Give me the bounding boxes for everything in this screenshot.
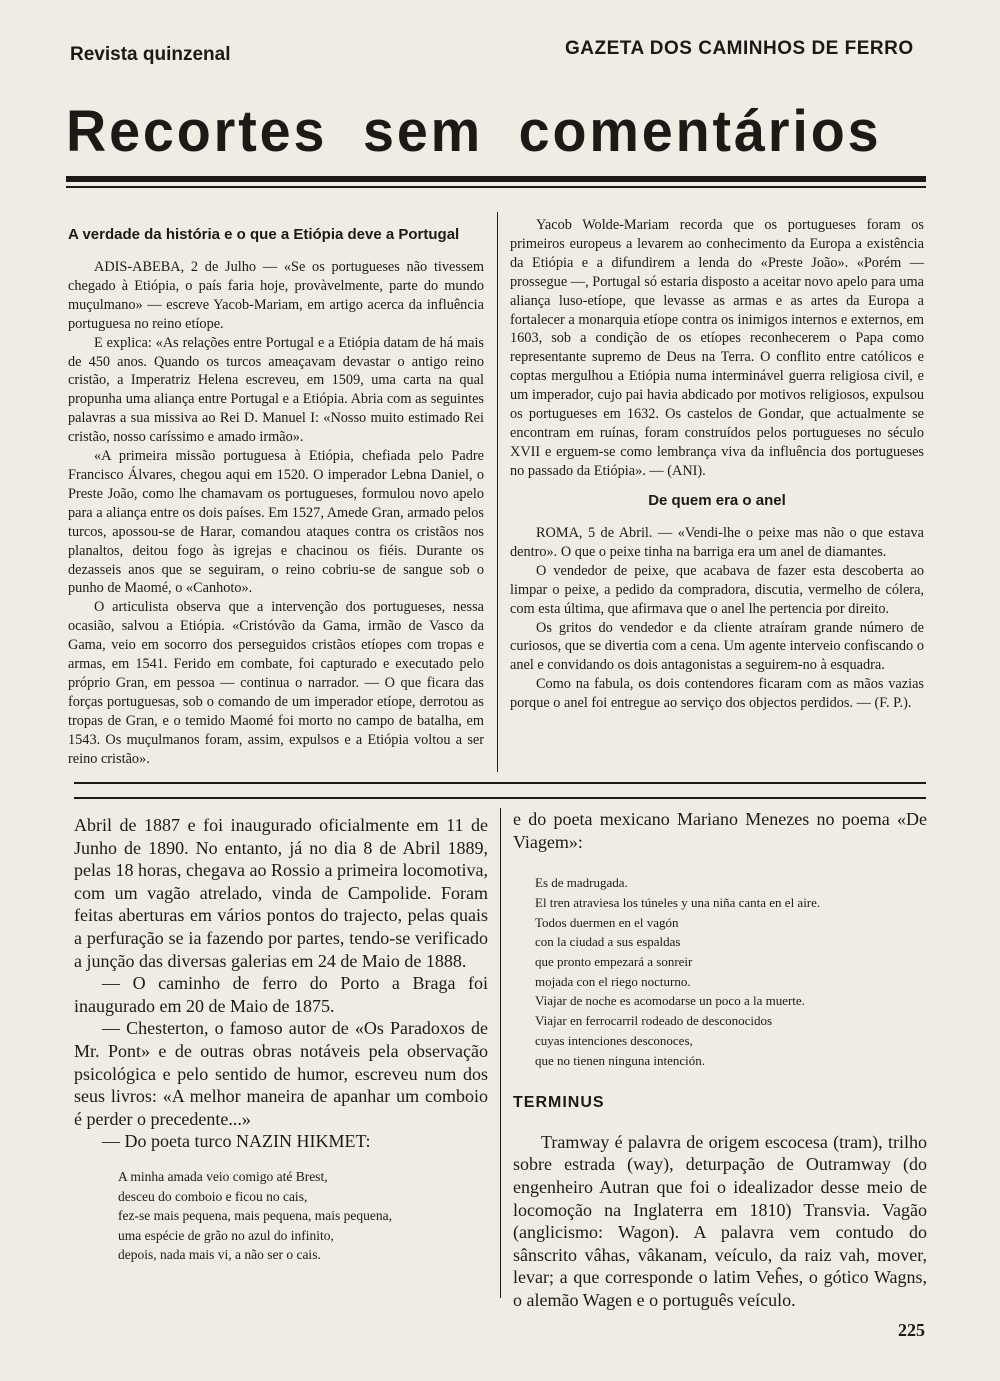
header-left: Revista quinzenal	[70, 44, 231, 65]
article-ethiopia-continued	[510, 216, 924, 481]
poem-line: desceu do comboio e ficou no cais,	[118, 1188, 308, 1204]
paragraph: ADIS-ABEBA, 2 de Julho — «Se os portugueses não tivessem chegado à Etiópia, o país faria hoje, provàvelmente, parte do mundo muçulmano» — escreve Yacob-Mariam, em artigo acerca da influência portuguesa no reino etíope.	[68, 259, 484, 332]
header-right: GAZETA DOS CAMINHOS DE FERRO	[565, 38, 914, 59]
paragraph: O articulista observa que a intervenção dos portugueses, nessa ocasião, salvou a Etiópia. «Cristóvão da Gama, irmão de Vasco da Gama, veio em socorro dos perseguidos cristãos etíopes com tropas e armas, em 1541. Ferido em combate, foi capturado e executado pelo próprio Gran, em pessoa — continua o narrador. — O que ficara das forças portuguesas, sob o comando de um imperador etíope, derrotou as tropas de Gran, e o temido Maomé foi morto no campo de batalha, em 1543. Os muçulmanos foram, assim, expulsos e a Etiópia voltou a ser reino cristão».	[68, 599, 484, 767]
paragraph: E explica: «As relações entre Portugal e a Etiópia datam de há mais de 450 anos. Quando os turcos ameaçavam devastar o antigo reino cristão, a Imperatriz Helena escreveu, em 1509, uma carta na qual propunha uma aliança entre Portugal e a Etiópia. Abria com as seguintes palavras a sua missiva ao Rei D. Manuel I: «Nosso muito estimado Rei cristão, nosso caríssimo e amado irmão».	[68, 334, 484, 446]
paragraph: Yacob Wolde-Mariam recorda que os portugueses foram os primeiros europeus a levarem ao conhecimento da Europa a existência da Etiópia e a difundirem a lenda do «Preste João». «Porém — prossegue —, Portugal só estaria disposto a aceitar novo apelo para uma aliança luso-etíope, que levasse as armas e as artes da Europa a fortalecer a monarquia etíope contra os inimigos internos e externos, em 1603, sob a condição de os etíopes reconhecerem o Papa como representante supremo de Deus na Terra. O conflito entre católicos e coptas mergulhou a Etiópia numa interminável guerra religiosa civil, e um imperador, cujo pai havia abdicado por motivos religiosos, expulsou os portugueses em 1632. Os castelos de Gondar, que actualmente se encontram em ruínas, foram construídos pelos portugueses no século XVII e erguem-se como lembrança viva da influência dos portugueses no passado da Etiópia». — (ANI).	[510, 217, 924, 479]
poem-line: Viajar en ferrocarril rodeado de desconocidos	[535, 1013, 773, 1029]
poem-line: mojada con el riego nocturno.	[535, 973, 691, 989]
poem-line: con la ciudad a sus espaldas	[535, 934, 681, 950]
lower-right-column	[513, 808, 927, 1312]
lower-left-column	[74, 814, 488, 1265]
poem-line: El tren atraviesa los túneles y una niña canta en el aire.	[535, 894, 821, 910]
page-title: Recortes sem comentários	[66, 99, 882, 164]
poem-line: que no tienen ninguna intención.	[535, 1052, 706, 1068]
paragraph: ROMA, 5 de Abril. — «Vendi-lhe o peixe mas não o que estava dentro». O que o peixe tinha na barriga era um anel de diamantes.	[510, 525, 924, 560]
paragraph: «A primeira missão portuguesa à Etiópia, chefiada pelo Padre Francisco Álvares, chegou aqui em 1520. O imperador Lebna Daniel, o Preste João, como lhe chamavam os portugueses, formulou novo apelo para a aliança entre os dois países. Em 1527, Amede Gran, armado pelos turcos, apossou-se de Harar, comandou ataques contra os cristãos nos planaltos, deitou fogo às igrejas e chacinou os fiéis. Durante os dezasseis anos que se seguiram, o reino cobriu-se de sangue sob o punho de Maomé, o «Canhoto».	[68, 448, 484, 597]
article-ring	[510, 492, 924, 713]
paragraph: O vendedor de peixe, que acabava de fazer esta descoberta ao limpar o peixe, a pedido da compradora, discutia, vermelho de cólera, com esta última, que afirmava que o anel lhe pertencia por direito.	[510, 562, 924, 617]
article-ethiopia-heading: A verdade da história e o que a Etiópia deve a Portugal	[68, 226, 460, 243]
paragraph: e do poeta mexicano Mariano Menezes no poema «De Viagem»:	[513, 809, 927, 852]
article-ethiopia	[68, 226, 484, 768]
terminus-heading: TERMINUS	[513, 1094, 605, 1112]
paragraph: Abril de 1887 e foi inaugurado oficialmente em 11 de Junho de 1890. No entanto, já no dia 8 de Abril 1889, pelas 18 horas, chegava ao Rossio a primeira locomotiva, com um vagão atrelado, vinda de Campolide. Foram feitas aberturas em vários pontos do trajecto, pelas quais a perfuração se ia fazendo por partes, tendo-se verificado a junção das diversas galerias em 24 de Maio de 1888.	[74, 815, 488, 971]
poem-line: Viajar de noche es acomodarse un poco a la muerte.	[535, 993, 805, 1009]
poem-line: fez-se mais pequena, mais pequena, mais pequena,	[118, 1208, 393, 1224]
poem-line: cuyas intenciones desconoces,	[535, 1032, 693, 1048]
paragraph: — Do poeta turco NAZIN HIKMET:	[102, 1131, 371, 1152]
section-rule-lower	[74, 797, 926, 799]
page-number: 225	[898, 1320, 925, 1340]
section-rule-upper	[74, 782, 926, 784]
paragraph: Os gritos do vendedor e da cliente atraíram grande número de curiosos, que se divertia com a cena. Um agente interveio confiscando o anel e convidando os dois antagonistas a seguirem-no à esquadra.	[510, 619, 924, 674]
paragraph: Tramway é palavra de origem escocesa (tram), trilho sobre estrada (way), deturpação de Outramway (do engenheiro Autran que foi o idealizador desse meio de locomoção na Inglaterra em 1810) Transvia. Vagão (anglicismo: Wagon). A palavra vem contudo do sânscrito vâhas, vâkanam, veículo, da raiz vah, mover, levar; a que corresponde o latim Veĥes, o gótico Wagns, o alemão Wagen e o português veículo.	[513, 1131, 927, 1310]
poem-line: depois, nada mais vi, a não ser o cais.	[118, 1247, 321, 1263]
title-rule-thick	[66, 176, 926, 182]
column-divider-lower	[500, 808, 501, 1298]
paragraph: Como na fabula, os dois contendores ficaram com as mãos vazias porque o anel foi entregue ao serviço dos objectos perdidos. — (F. P.).	[510, 676, 924, 712]
poem-line: que pronto empezará a sonreir	[535, 954, 693, 969]
poem-menezes	[535, 873, 927, 1070]
poem-line: A minha amada veio comigo até Brest,	[118, 1168, 328, 1184]
poem-line: Es de madrugada.	[535, 875, 628, 891]
poem-line: uma espécie de grão no azul do infinito,	[118, 1227, 334, 1243]
column-divider-upper	[497, 212, 498, 772]
paragraph: — Chesterton, o famoso autor de «Os Paradoxos de Mr. Pont» e de outras obras notáveis pela observação psicológica e pelo sentido de humor, escreveu num dos seus livros: «A melhor maneira de apanhar um comboio é perder o precedente...»	[74, 1018, 488, 1129]
poem-hikmet	[118, 1167, 488, 1265]
title-rule-thin	[66, 186, 926, 188]
poem-line: Todos duermen en el vagón	[535, 914, 679, 930]
article-ring-heading: De quem era o anel	[648, 492, 786, 509]
paragraph: — O caminho de ferro do Porto a Braga foi inaugurado em 20 de Maio de 1875.	[74, 973, 488, 1016]
